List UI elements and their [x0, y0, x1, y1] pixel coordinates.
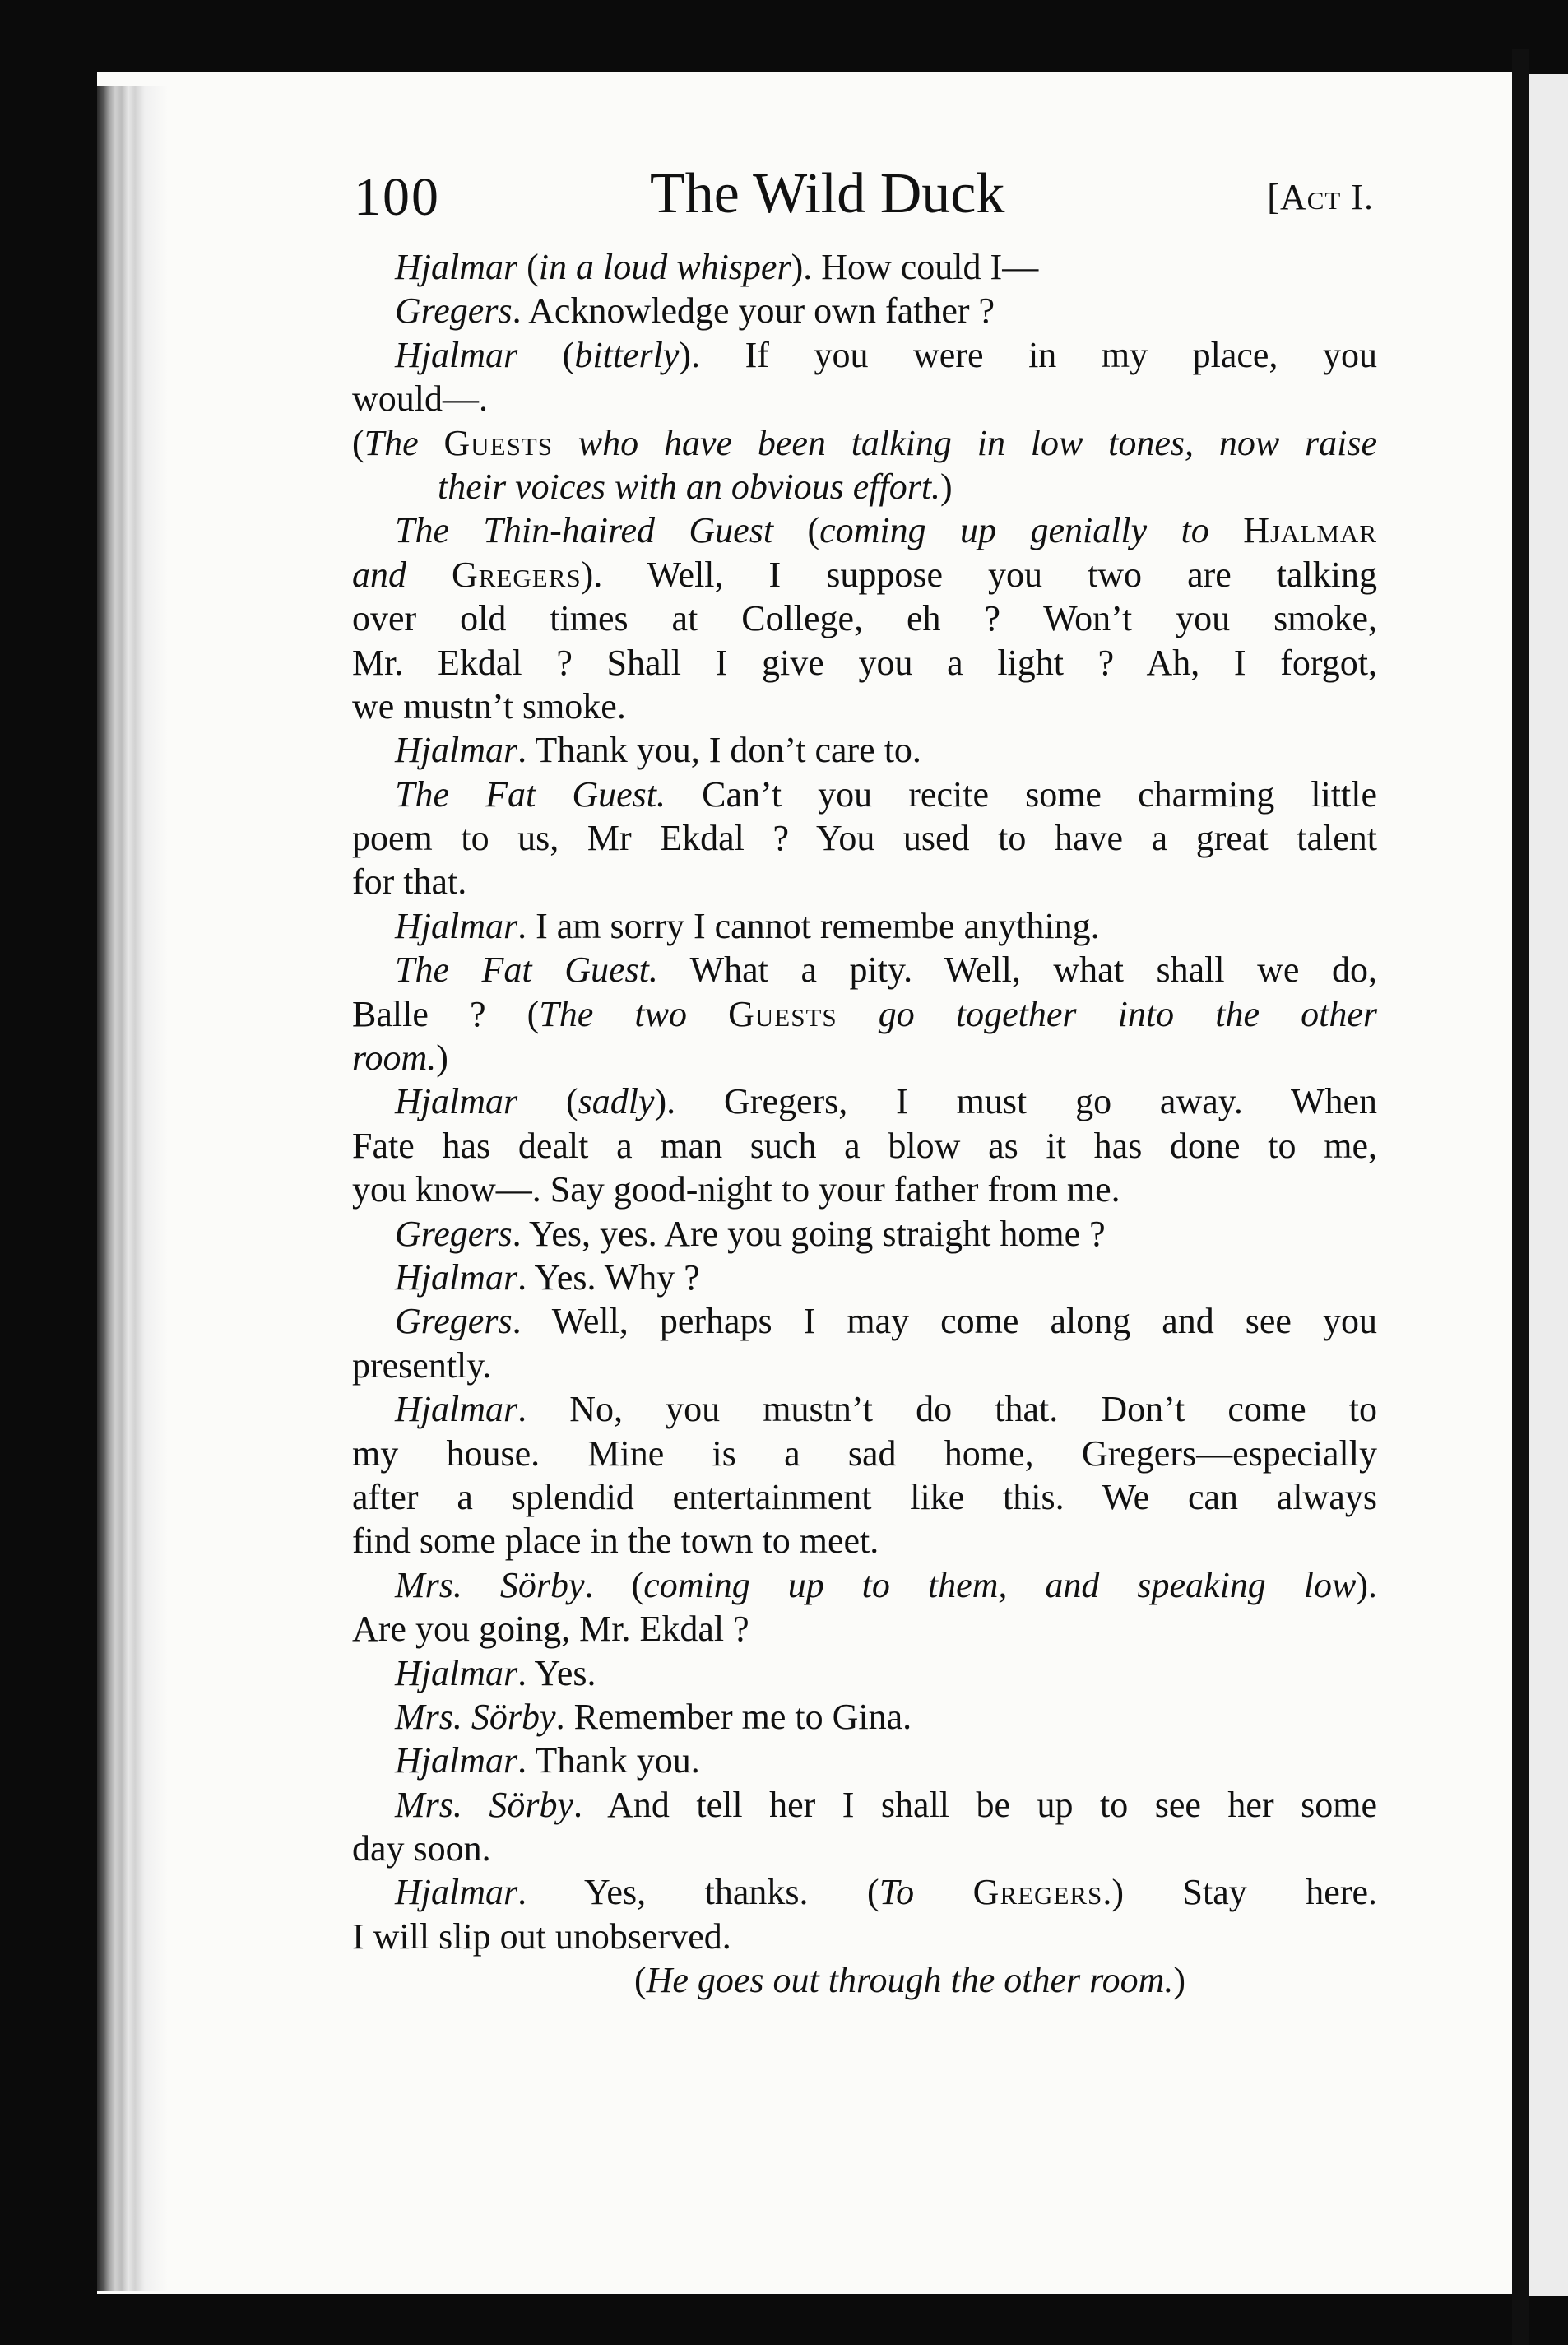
text-line: [352, 1432, 1377, 1475]
text-line: [352, 508, 1377, 552]
text-segment: [687, 994, 728, 1034]
text-segment: ): [1173, 1960, 1186, 2001]
text-line: [352, 465, 1377, 508]
text-line: [352, 1739, 1377, 1782]
text-segment: . Yes.: [517, 1652, 596, 1693]
text-line: [352, 1870, 1377, 1914]
text-line: [352, 1387, 1377, 1431]
text-segment: Hjalmar: [395, 247, 518, 287]
text-segment: Hjalmar: [395, 334, 518, 375]
text-segment: The Thin-haired Guest: [395, 510, 774, 551]
text-segment: ).: [1356, 1564, 1377, 1605]
text-segment: their voices with an obvious effort.: [438, 466, 941, 507]
text-segment: ). If you were in my place, you: [679, 334, 1377, 375]
text-segment: Are you going, Mr. Ekdal ?: [352, 1609, 749, 1650]
text-segment: who have been talking in low tones, now raise: [553, 422, 1377, 463]
text-segment: Hjalmar: [395, 1740, 518, 1781]
text-line: [352, 1475, 1377, 1519]
text-segment: To: [879, 1872, 915, 1913]
text-line: [352, 860, 1377, 903]
text-line: [352, 1915, 1377, 1958]
text-line: [352, 1344, 1377, 1387]
text-segment: in a loud whisper: [538, 247, 791, 287]
text-segment: sadly: [578, 1081, 655, 1122]
page-edge-shadow: [1512, 49, 1529, 2345]
text-segment: Hjalmar: [395, 1872, 518, 1913]
text-segment: Hjalmar: [395, 1652, 518, 1693]
text-line: [352, 1958, 1377, 2002]
text-segment: we mustn’t smoke.: [352, 685, 626, 727]
text-segment: you know—. Say good-night to your father from me.: [352, 1169, 1120, 1210]
act-label: [Act I.: [1267, 177, 1374, 217]
text-line: [352, 685, 1377, 728]
text-segment: [419, 423, 444, 463]
text-segment: . I am sorry I cannot remembe anything.: [517, 905, 1100, 946]
text-segment: .) Stay here.: [1102, 1872, 1377, 1913]
text-segment: . Yes. Why ?: [517, 1256, 700, 1298]
text-segment: Gregers: [972, 1872, 1103, 1913]
text-segment: Hjalmar: [1243, 510, 1377, 551]
text-segment: Can’t you recite some charming little: [665, 773, 1377, 815]
text-line: [352, 597, 1377, 640]
text-segment: Hjalmar: [395, 1256, 518, 1298]
text-segment: Mrs. Sörby: [395, 1784, 574, 1825]
text-segment: find some place in the town to meet.: [352, 1521, 879, 1562]
text-segment: . Remember me to Gina.: [555, 1696, 912, 1737]
text-segment: for that.: [352, 861, 467, 903]
text-line: [352, 1212, 1377, 1256]
text-segment: (: [773, 510, 820, 551]
text-line: [352, 641, 1377, 685]
text-segment: day soon.: [352, 1828, 491, 1869]
text-line: [352, 1168, 1377, 1211]
text-segment: (: [517, 1081, 578, 1122]
text-line: [352, 1519, 1377, 1563]
text-segment: Hjalmar: [395, 730, 518, 771]
text-line: [352, 1651, 1377, 1695]
text-line: [352, 245, 1377, 289]
text-line: [352, 948, 1377, 991]
text-segment: bitterly: [574, 334, 680, 375]
text-segment: Mrs. Sörby: [395, 1564, 585, 1605]
text-segment: . Thank you.: [517, 1740, 700, 1781]
text-segment: room.: [352, 1038, 437, 1079]
text-line: [352, 1080, 1377, 1123]
facing-page-edge: [1529, 74, 1568, 2296]
text-line: [352, 333, 1377, 377]
text-segment: poem to us, Mr Ekdal ? You used to have a great talent: [352, 818, 1377, 859]
text-segment: . And tell her I shall be up to see her some: [573, 1784, 1377, 1825]
text-segment: ). Well, I suppose you two are talking: [581, 554, 1378, 595]
text-segment: over old times at College, eh ? Won’t you smoke,: [352, 598, 1377, 639]
text-segment: . (: [584, 1564, 644, 1605]
text-segment: presently.: [352, 1344, 492, 1386]
text-line: [352, 1607, 1377, 1651]
text-line: [352, 1783, 1377, 1827]
text-segment: Hjalmar: [395, 1081, 518, 1122]
text-segment: . Yes, thanks. (: [517, 1872, 879, 1913]
text-line: [352, 377, 1377, 420]
text-line: [352, 1036, 1377, 1080]
text-segment: Guests: [443, 422, 553, 463]
text-segment: The two: [539, 993, 687, 1034]
book-gutter: [97, 86, 168, 2291]
text-line: [352, 992, 1377, 1036]
text-segment: Hjalmar: [395, 1389, 518, 1430]
text-line: [352, 553, 1377, 597]
text-segment: [914, 1872, 973, 1912]
text-segment: Fate has dealt a man such a blow as it has done to me,: [352, 1125, 1377, 1166]
text-segment: Gregers: [395, 1213, 513, 1254]
text-segment: I will slip out unobserved.: [352, 1915, 731, 1957]
page-number: 100: [354, 167, 440, 227]
text-segment: Mr. Ekdal ? Shall I give you a light ? Ah, I forgot,: [352, 642, 1377, 683]
text-segment: (: [517, 334, 575, 375]
text-segment: and: [352, 554, 406, 595]
text-segment: The Fat Guest.: [395, 773, 666, 815]
text-line: [352, 904, 1377, 948]
text-segment: after a splendid entertainment like this. We can always: [352, 1476, 1377, 1517]
text-segment: would—.: [352, 378, 488, 420]
text-segment: ): [940, 466, 953, 507]
text-segment: . Acknowledge your own father ?: [512, 290, 995, 332]
text-segment: . Well, perhaps I may come along and see you: [512, 1301, 1377, 1342]
text-segment: ): [436, 1038, 448, 1079]
text-segment: coming up to them, and speaking low: [643, 1564, 1357, 1605]
text-segment: He goes out through the other room.: [646, 1960, 1174, 2001]
text-segment: Gregers: [395, 290, 513, 332]
text-segment: go together into the other: [837, 993, 1377, 1034]
text-segment: The Fat Guest.: [395, 950, 658, 991]
text-segment: Hjalmar: [395, 905, 518, 946]
book-title: The Wild Duck: [650, 162, 1005, 225]
text-segment: . No, you mustn’t do that. Don’t come to: [517, 1389, 1377, 1430]
text-segment: [1209, 510, 1243, 550]
text-line: [352, 421, 1377, 465]
text-segment: (: [633, 1960, 647, 2001]
text-line: [352, 1563, 1377, 1607]
text-segment: [406, 555, 452, 595]
text-segment: (: [517, 247, 539, 287]
play-text: [352, 245, 1377, 2003]
text-line: [352, 1695, 1377, 1739]
text-line: [352, 289, 1377, 332]
text-segment: Guests: [728, 993, 837, 1034]
text-segment: Gregers: [395, 1301, 513, 1342]
text-segment: Mrs. Sörby: [395, 1696, 556, 1737]
text-line: [352, 1299, 1377, 1343]
text-segment: . Thank you, I don’t care to.: [517, 730, 921, 771]
text-segment: The: [364, 422, 419, 463]
text-segment: Gregers: [452, 554, 582, 595]
text-segment: coming up genially to: [819, 510, 1209, 551]
text-segment: Balle ? (: [352, 993, 540, 1034]
text-segment: . Yes, yes. Are you going straight home ?: [512, 1213, 1106, 1254]
text-segment: (: [352, 422, 364, 463]
text-line: [352, 1256, 1377, 1299]
text-line: [352, 816, 1377, 860]
text-segment: ). How could I—: [791, 247, 1039, 287]
text-line: [352, 728, 1377, 772]
running-header: [354, 161, 1374, 227]
text-segment: my house. Mine is a sad home, Gregers—especially: [352, 1433, 1377, 1474]
text-line: [352, 773, 1377, 816]
text-line: [352, 1827, 1377, 1870]
text-segment: What a pity. Well, what shall we do,: [657, 950, 1377, 991]
text-segment: ). Gregers, I must go away. When: [654, 1081, 1377, 1122]
text-line: [352, 1124, 1377, 1168]
